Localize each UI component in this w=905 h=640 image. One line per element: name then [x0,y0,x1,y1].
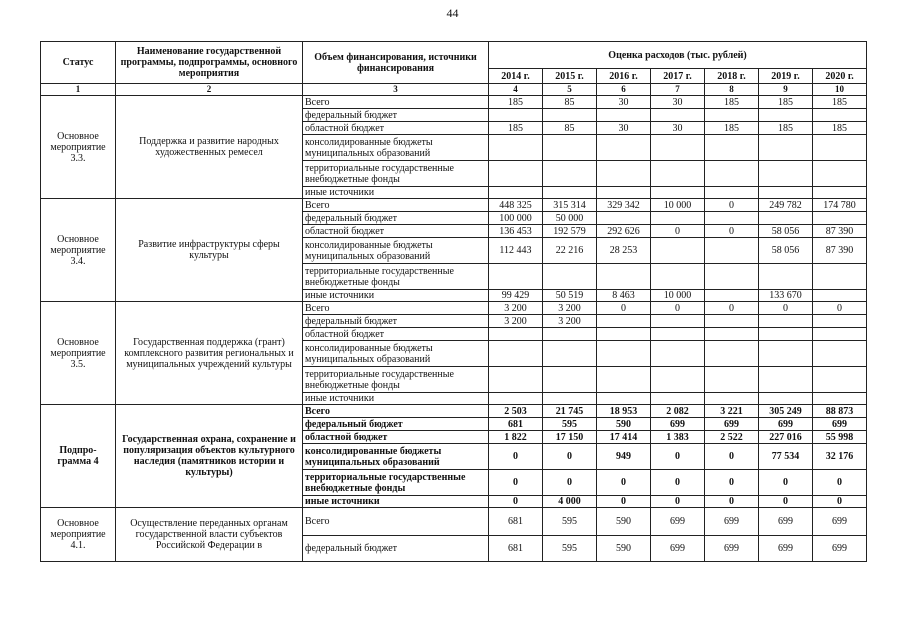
value-cell [597,367,651,393]
value-cell: 185 [489,122,543,135]
value-cell [759,367,813,393]
value-cell: 8 463 [597,290,651,302]
value-cell [597,315,651,328]
page-number: 44 [446,6,459,20]
funding-source-cell: областной бюджет [303,431,489,444]
value-cell: 699 [813,418,867,431]
value-cell: 87 390 [813,238,867,264]
value-cell: 315 314 [543,199,597,212]
value-cell: 77 534 [759,444,813,470]
value-cell [705,315,759,328]
column-number: 3 [303,84,489,96]
value-cell: 0 [813,496,867,508]
value-cell [813,290,867,302]
value-cell: 329 342 [597,199,651,212]
value-cell [813,187,867,199]
value-cell: 0 [813,302,867,315]
funding-row [41,199,867,212]
value-cell: 3 200 [489,315,543,328]
value-cell: 192 579 [543,225,597,238]
value-cell: 21 745 [543,405,597,418]
value-cell [705,264,759,290]
funding-source-cell: Всего [303,405,489,418]
value-cell: 595 [543,508,597,536]
value-cell [651,328,705,341]
value-cell [705,212,759,225]
value-cell [759,264,813,290]
value-cell [651,341,705,367]
year-header: 2019 г. [759,69,813,84]
year-header: 2020 г. [813,69,867,84]
value-cell: 305 249 [759,405,813,418]
funding-header: Объем финансирования, источники финансирования [303,42,489,84]
status-header: Статус [41,42,116,84]
year-header: 2018 г. [705,69,759,84]
value-cell: 0 [651,225,705,238]
funding-source-cell: иные источники [303,290,489,302]
value-cell: 4 000 [543,496,597,508]
funding-source-cell: областной бюджет [303,328,489,341]
value-cell [543,328,597,341]
estimate-header: Оценка расходов (тыс. рублей) [489,42,867,69]
value-cell: 699 [705,418,759,431]
value-cell [705,187,759,199]
value-cell [813,367,867,393]
header-row [41,42,867,69]
value-cell: 590 [597,418,651,431]
value-cell [813,341,867,367]
funding-source-cell: Всего [303,96,489,109]
funding-source-cell: Всего [303,302,489,315]
value-cell [705,367,759,393]
funding-source-cell: консолидированные бюджеты муниципальных образований [303,444,489,470]
value-cell: 0 [651,302,705,315]
value-cell [597,109,651,122]
value-cell [759,341,813,367]
funding-row [41,405,867,418]
value-cell: 699 [759,418,813,431]
funding-source-cell: Всего [303,199,489,212]
value-cell [759,328,813,341]
value-cell [651,238,705,264]
value-cell [705,109,759,122]
value-cell [597,393,651,405]
column-number: 9 [759,84,813,96]
value-cell [813,328,867,341]
value-cell: 699 [813,536,867,562]
value-cell: 249 782 [759,199,813,212]
value-cell [759,393,813,405]
value-cell [759,315,813,328]
value-cell: 185 [813,96,867,109]
year-header: 2016 г. [597,69,651,84]
value-cell [597,341,651,367]
value-cell: 174 780 [813,199,867,212]
value-cell: 30 [597,96,651,109]
value-cell [489,187,543,199]
funding-source-cell: областной бюджет [303,225,489,238]
value-cell: 0 [759,496,813,508]
column-number: 6 [597,84,651,96]
value-cell [705,328,759,341]
funding-source-cell: федеральный бюджет [303,418,489,431]
value-cell: 58 056 [759,225,813,238]
value-cell: 0 [705,470,759,496]
value-cell [543,109,597,122]
program-name-cell: Государственная охрана, сохранение и популяризация объектов культурного наследия (памятников истории и культуры) [116,405,303,508]
funding-source-cell: консолидированные бюджеты муниципальных образований [303,238,489,264]
column-number: 1 [41,84,116,96]
value-cell [705,238,759,264]
value-cell: 22 216 [543,238,597,264]
value-cell: 50 519 [543,290,597,302]
value-cell: 0 [489,444,543,470]
column-number: 2 [116,84,303,96]
value-cell: 0 [651,496,705,508]
program-name-cell: Поддержка и развитие народных художественных ремесел [116,96,303,199]
program-name-cell: Осуществление переданных органам государственной власти субъектов Российской Федерации в [116,508,303,562]
value-cell: 133 670 [759,290,813,302]
program-name-cell: Развитие инфраструктуры сферы культуры [116,199,303,302]
value-cell: 0 [597,302,651,315]
value-cell: 0 [651,470,705,496]
column-number: 7 [651,84,705,96]
value-cell: 590 [597,508,651,536]
value-cell [813,315,867,328]
value-cell: 0 [597,496,651,508]
value-cell [651,161,705,187]
value-cell [705,393,759,405]
value-cell [543,264,597,290]
value-cell: 185 [705,122,759,135]
budget-table [40,41,867,562]
value-cell: 0 [705,225,759,238]
funding-source-cell: иные источники [303,496,489,508]
value-cell: 100 000 [489,212,543,225]
value-cell: 185 [759,96,813,109]
value-cell [597,328,651,341]
year-header: 2015 г. [543,69,597,84]
value-cell [489,161,543,187]
value-cell [543,187,597,199]
funding-source-cell: территориальные государственные внебюджетные фонды [303,161,489,187]
funding-row [41,302,867,315]
status-cell: Основное мероприятие 3.3. [41,96,116,199]
funding-source-cell: федеральный бюджет [303,315,489,328]
funding-source-cell: территориальные государственные внебюджетные фонды [303,264,489,290]
value-cell: 55 998 [813,431,867,444]
value-cell [597,135,651,161]
value-cell: 87 390 [813,225,867,238]
column-number: 10 [813,84,867,96]
value-cell: 0 [705,496,759,508]
value-cell: 0 [813,470,867,496]
value-cell: 28 253 [597,238,651,264]
program-name-header: Наименование государственной программы, подпрограммы, основного мероприятия [116,42,303,84]
value-cell: 681 [489,418,543,431]
value-cell [597,212,651,225]
value-cell [813,393,867,405]
value-cell: 18 953 [597,405,651,418]
value-cell [651,212,705,225]
value-cell: 112 443 [489,238,543,264]
funding-source-cell: областной бюджет [303,122,489,135]
year-header: 2017 г. [651,69,705,84]
value-cell: 0 [705,199,759,212]
value-cell: 0 [489,496,543,508]
value-cell: 699 [759,508,813,536]
status-cell: Подпро-грамма 4 [41,405,116,508]
value-cell [543,393,597,405]
value-cell: 0 [543,444,597,470]
funding-source-cell: консолидированные бюджеты муниципальных образований [303,341,489,367]
value-cell: 0 [705,444,759,470]
value-cell [759,109,813,122]
value-cell: 30 [651,96,705,109]
value-cell: 3 200 [543,302,597,315]
value-cell: 88 873 [813,405,867,418]
value-cell: 1 822 [489,431,543,444]
value-cell: 949 [597,444,651,470]
value-cell: 699 [651,508,705,536]
value-cell [543,341,597,367]
value-cell: 590 [597,536,651,562]
value-cell [597,187,651,199]
value-cell [543,161,597,187]
value-cell: 185 [813,122,867,135]
value-cell [813,212,867,225]
value-cell: 292 626 [597,225,651,238]
value-cell: 10 000 [651,199,705,212]
value-cell: 3 200 [543,315,597,328]
funding-row [41,96,867,109]
column-number: 8 [705,84,759,96]
funding-source-cell: Всего [303,508,489,536]
value-cell: 681 [489,508,543,536]
value-cell: 699 [705,508,759,536]
funding-source-cell: иные источники [303,187,489,199]
value-cell: 85 [543,96,597,109]
value-cell: 32 176 [813,444,867,470]
value-cell [543,367,597,393]
value-cell [543,135,597,161]
value-cell [813,161,867,187]
value-cell: 0 [489,470,543,496]
status-cell: Основное мероприятие 3.4. [41,199,116,302]
value-cell: 699 [813,508,867,536]
funding-source-cell: федеральный бюджет [303,536,489,562]
value-cell: 50 000 [543,212,597,225]
value-cell: 699 [651,536,705,562]
funding-source-cell: федеральный бюджет [303,212,489,225]
value-cell [597,264,651,290]
value-cell: 10 000 [651,290,705,302]
value-cell [597,161,651,187]
value-cell [705,290,759,302]
value-cell [651,187,705,199]
value-cell [813,264,867,290]
status-cell: Основное мероприятие 3.5. [41,302,116,405]
value-cell: 17 150 [543,431,597,444]
value-cell: 0 [597,470,651,496]
value-cell: 699 [651,418,705,431]
value-cell [651,367,705,393]
value-cell: 136 453 [489,225,543,238]
value-cell [651,135,705,161]
value-cell [489,328,543,341]
value-cell [705,135,759,161]
column-number-row [41,84,867,96]
value-cell: 0 [651,444,705,470]
value-cell: 185 [759,122,813,135]
value-cell [651,393,705,405]
value-cell [489,264,543,290]
value-cell [813,109,867,122]
funding-source-cell: иные источники [303,393,489,405]
value-cell [759,135,813,161]
value-cell: 0 [543,470,597,496]
value-cell [489,341,543,367]
value-cell: 2 082 [651,405,705,418]
value-cell [759,187,813,199]
value-cell: 30 [651,122,705,135]
value-cell: 699 [705,536,759,562]
funding-source-cell: территориальные государственные внебюджетные фонды [303,367,489,393]
value-cell: 699 [759,536,813,562]
value-cell: 681 [489,536,543,562]
value-cell [651,109,705,122]
value-cell: 85 [543,122,597,135]
funding-source-cell: федеральный бюджет [303,109,489,122]
value-cell: 17 414 [597,431,651,444]
value-cell [489,135,543,161]
column-number: 4 [489,84,543,96]
value-cell [705,341,759,367]
value-cell: 30 [597,122,651,135]
value-cell: 595 [543,418,597,431]
value-cell: 3 221 [705,405,759,418]
value-cell: 0 [759,302,813,315]
year-header: 2014 г. [489,69,543,84]
value-cell: 185 [489,96,543,109]
funding-source-cell: консолидированные бюджеты муниципальных образований [303,135,489,161]
value-cell: 58 056 [759,238,813,264]
value-cell: 595 [543,536,597,562]
value-cell: 2 522 [705,431,759,444]
value-cell [651,264,705,290]
value-cell: 0 [705,302,759,315]
value-cell: 0 [759,470,813,496]
value-cell [489,109,543,122]
value-cell [813,135,867,161]
value-cell [759,161,813,187]
value-cell [489,393,543,405]
value-cell [489,367,543,393]
value-cell: 99 429 [489,290,543,302]
value-cell [759,212,813,225]
value-cell: 1 383 [651,431,705,444]
value-cell: 2 503 [489,405,543,418]
value-cell: 227 016 [759,431,813,444]
value-cell [705,161,759,187]
value-cell: 3 200 [489,302,543,315]
value-cell [651,315,705,328]
value-cell: 448 325 [489,199,543,212]
funding-source-cell: территориальные государственные внебюджетные фонды [303,470,489,496]
funding-row [41,508,867,536]
column-number: 5 [543,84,597,96]
status-cell: Основное мероприятие 4.1. [41,508,116,562]
value-cell: 185 [705,96,759,109]
program-name-cell: Государственная поддержка (грант) комплексного развития региональных и муниципальных учреждений культуры [116,302,303,405]
